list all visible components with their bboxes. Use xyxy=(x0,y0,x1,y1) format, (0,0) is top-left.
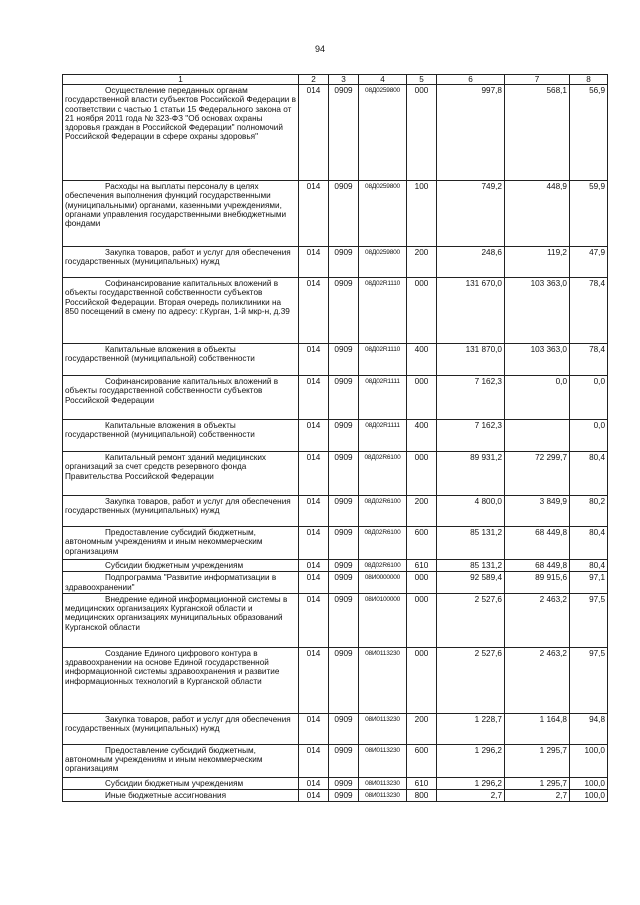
plan-amount: 997,8 xyxy=(437,85,505,181)
fact-amount: 2 463,2 xyxy=(505,593,570,647)
plan-amount: 89 931,2 xyxy=(437,452,505,496)
fact-amount: 1 295,7 xyxy=(505,777,570,789)
execution-percent: 56,9 xyxy=(570,85,608,181)
target-article-code: 08Д0259800 xyxy=(359,247,407,278)
fact-amount: 68 449,8 xyxy=(505,527,570,560)
column-header: 7 xyxy=(505,75,570,85)
fact-amount: 119,2 xyxy=(505,247,570,278)
ministry-code: 014 xyxy=(299,560,329,572)
section-code: 0909 xyxy=(329,560,359,572)
execution-percent: 0,0 xyxy=(570,376,608,420)
execution-percent: 100,0 xyxy=(570,744,608,777)
fact-amount: 2 463,2 xyxy=(505,647,570,713)
target-article-code: 08И0000000 xyxy=(359,572,407,594)
plan-amount: 2 527,6 xyxy=(437,647,505,713)
expense-type-code: 600 xyxy=(407,744,437,777)
target-article-code: 08И0113230 xyxy=(359,790,407,802)
execution-percent: 97,5 xyxy=(570,647,608,713)
column-header: 2 xyxy=(299,75,329,85)
section-code: 0909 xyxy=(329,420,359,452)
execution-percent: 100,0 xyxy=(570,790,608,802)
target-article-code: 08Д02R6100 xyxy=(359,560,407,572)
section-code: 0909 xyxy=(329,790,359,802)
table-row xyxy=(63,344,608,376)
execution-percent: 0,0 xyxy=(570,420,608,452)
table-row xyxy=(63,744,608,777)
fact-amount: 103 363,0 xyxy=(505,278,570,344)
ministry-code: 014 xyxy=(299,713,329,744)
section-code: 0909 xyxy=(329,344,359,376)
target-article-code: 08Д02R1111 xyxy=(359,376,407,420)
expense-type-code: 000 xyxy=(407,278,437,344)
execution-percent: 78,4 xyxy=(570,278,608,344)
expense-type-code: 000 xyxy=(407,452,437,496)
section-code: 0909 xyxy=(329,85,359,181)
column-header: 8 xyxy=(570,75,608,85)
execution-percent: 94,8 xyxy=(570,713,608,744)
execution-percent: 80,4 xyxy=(570,452,608,496)
fact-amount: 3 849,9 xyxy=(505,496,570,527)
section-code: 0909 xyxy=(329,496,359,527)
expense-type-code: 000 xyxy=(407,85,437,181)
ministry-code: 014 xyxy=(299,181,329,247)
ministry-code: 014 xyxy=(299,452,329,496)
plan-amount: 7 162,3 xyxy=(437,376,505,420)
ministry-code: 014 xyxy=(299,496,329,527)
expense-type-code: 200 xyxy=(407,713,437,744)
section-code: 0909 xyxy=(329,647,359,713)
table-row xyxy=(63,647,608,713)
ministry-code: 014 xyxy=(299,247,329,278)
target-article-code: 08Д02R6100 xyxy=(359,527,407,560)
ministry-code: 014 xyxy=(299,744,329,777)
column-header: 5 xyxy=(407,75,437,85)
target-article-code: 08Д02R6100 xyxy=(359,496,407,527)
table-row xyxy=(63,420,608,452)
table-row xyxy=(63,593,608,647)
target-article-code: 08Д0259800 xyxy=(359,85,407,181)
expense-type-code: 600 xyxy=(407,527,437,560)
plan-amount: 92 589,4 xyxy=(437,572,505,594)
section-code: 0909 xyxy=(329,452,359,496)
table-row xyxy=(63,527,608,560)
ministry-code: 014 xyxy=(299,420,329,452)
row-name: Субсидии бюджетным учреждениям xyxy=(63,777,299,789)
execution-percent: 78,4 xyxy=(570,344,608,376)
column-header: 1 xyxy=(63,75,299,85)
ministry-code: 014 xyxy=(299,777,329,789)
table-row xyxy=(63,496,608,527)
plan-amount: 1 296,2 xyxy=(437,744,505,777)
execution-percent: 97,1 xyxy=(570,572,608,594)
plan-amount: 85 131,2 xyxy=(437,527,505,560)
fact-amount: 72 299,7 xyxy=(505,452,570,496)
row-name: Подпрограмма "Развитие информатизации в здравоохранении" xyxy=(63,572,299,594)
fact-amount: 89 915,6 xyxy=(505,572,570,594)
ministry-code: 014 xyxy=(299,344,329,376)
target-article-code: 08И0113230 xyxy=(359,647,407,713)
plan-amount: 2,7 xyxy=(437,790,505,802)
plan-amount: 1 228,7 xyxy=(437,713,505,744)
table-row xyxy=(63,790,608,802)
ministry-code: 014 xyxy=(299,790,329,802)
section-code: 0909 xyxy=(329,744,359,777)
expense-type-code: 200 xyxy=(407,496,437,527)
plan-amount: 248,6 xyxy=(437,247,505,278)
execution-percent: 100,0 xyxy=(570,777,608,789)
table-row xyxy=(63,572,608,594)
expense-type-code: 000 xyxy=(407,572,437,594)
plan-amount: 4 800,0 xyxy=(437,496,505,527)
section-code: 0909 xyxy=(329,713,359,744)
expense-type-code: 000 xyxy=(407,593,437,647)
section-code: 0909 xyxy=(329,278,359,344)
target-article-code: 08И0113230 xyxy=(359,744,407,777)
table-row xyxy=(63,85,608,181)
table-row xyxy=(63,376,608,420)
plan-amount: 2 527,6 xyxy=(437,593,505,647)
page-number: 94 xyxy=(314,44,325,54)
row-name: Субсидии бюджетным учреждениям xyxy=(63,560,299,572)
budget-table xyxy=(62,74,608,802)
ministry-code: 014 xyxy=(299,593,329,647)
fact-amount: 1 164,8 xyxy=(505,713,570,744)
row-name: Создание Единого цифрового контура в здравоохранении на основе Единой государственной информационной системы здравоохранения и развитие информационных технологий в Курганской области xyxy=(63,647,299,713)
section-code: 0909 xyxy=(329,593,359,647)
ministry-code: 014 xyxy=(299,278,329,344)
target-article-code: 08И0113230 xyxy=(359,713,407,744)
row-name: Предоставление субсидий бюджетным, автономным учреждениям и иным некоммерческим организациям xyxy=(63,744,299,777)
ministry-code: 014 xyxy=(299,527,329,560)
plan-amount: 85 131,2 xyxy=(437,560,505,572)
target-article-code: 08Д02R6100 xyxy=(359,452,407,496)
expense-type-code: 200 xyxy=(407,247,437,278)
execution-percent: 59,9 xyxy=(570,181,608,247)
plan-amount: 7 162,3 xyxy=(437,420,505,452)
row-name: Капитальные вложения в объекты государственной (муниципальной) собственности xyxy=(63,420,299,452)
expense-type-code: 000 xyxy=(407,376,437,420)
ministry-code: 014 xyxy=(299,647,329,713)
target-article-code: 08Д02R1110 xyxy=(359,278,407,344)
fact-amount: 0,0 xyxy=(505,376,570,420)
execution-percent: 80,2 xyxy=(570,496,608,527)
fact-amount: 1 295,7 xyxy=(505,744,570,777)
execution-percent: 80,4 xyxy=(570,527,608,560)
row-name: Софинансирование капитальных вложений в объекты государственной собственности субъектов Российской Федерации xyxy=(63,376,299,420)
fact-amount xyxy=(505,420,570,452)
ministry-code: 014 xyxy=(299,572,329,594)
fact-amount: 2,7 xyxy=(505,790,570,802)
table-row xyxy=(63,452,608,496)
plan-amount: 131 670,0 xyxy=(437,278,505,344)
table-body xyxy=(63,85,608,802)
table-row xyxy=(63,713,608,744)
target-article-code: 08И0113230 xyxy=(359,777,407,789)
target-article-code: 08И0100000 xyxy=(359,593,407,647)
row-name: Предоставление субсидий бюджетным, автономным учреждениям и иным некоммерческим организациям xyxy=(63,527,299,560)
row-name: Капитальные вложения в объекты государственной (муниципальной) собственности xyxy=(63,344,299,376)
row-name: Внедрение единой информационной системы в медицинских организациях Курганской области и медицинских организациях муниципальных образований Курганской области xyxy=(63,593,299,647)
header-row xyxy=(63,75,608,85)
table-row xyxy=(63,777,608,789)
ministry-code: 014 xyxy=(299,85,329,181)
expense-type-code: 100 xyxy=(407,181,437,247)
section-code: 0909 xyxy=(329,376,359,420)
plan-amount: 1 296,2 xyxy=(437,777,505,789)
execution-percent: 47,9 xyxy=(570,247,608,278)
table-row xyxy=(63,278,608,344)
plan-amount: 749,2 xyxy=(437,181,505,247)
section-code: 0909 xyxy=(329,181,359,247)
target-article-code: 08Д0259800 xyxy=(359,181,407,247)
section-code: 0909 xyxy=(329,572,359,594)
section-code: 0909 xyxy=(329,527,359,560)
execution-percent: 97,5 xyxy=(570,593,608,647)
fact-amount: 103 363,0 xyxy=(505,344,570,376)
section-code: 0909 xyxy=(329,247,359,278)
row-name: Осуществление переданных органам государственной власти субъектов Российской Федерации в соответствии с частью 1 статьи 15 Федерального закона от 21 ноября 2011 года № 323-ФЗ "Об основах охраны здоровья граждан в Российской Федерации" полномочий Российской Федерации в сфере охраны здоровья" xyxy=(63,85,299,181)
execution-percent: 80,4 xyxy=(570,560,608,572)
expense-type-code: 800 xyxy=(407,790,437,802)
row-name: Закупка товаров, работ и услуг для обеспечения государственных (муниципальных) нужд xyxy=(63,713,299,744)
row-name: Закупка товаров, работ и услуг для обеспечения государственных (муниципальных) нужд xyxy=(63,247,299,278)
table-row xyxy=(63,181,608,247)
fact-amount: 448,9 xyxy=(505,181,570,247)
expense-type-code: 610 xyxy=(407,560,437,572)
row-name: Закупка товаров, работ и услуг для обеспечения государственных (муниципальных) нужд xyxy=(63,496,299,527)
column-header: 4 xyxy=(359,75,407,85)
table-row xyxy=(63,560,608,572)
target-article-code: 08Д02R1110 xyxy=(359,344,407,376)
row-name: Капитальный ремонт зданий медицинских организаций за счет средств резервного фонда Правительства Российской Федерации xyxy=(63,452,299,496)
expense-type-code: 000 xyxy=(407,647,437,713)
table-row xyxy=(63,247,608,278)
expense-type-code: 400 xyxy=(407,344,437,376)
target-article-code: 08Д02R1111 xyxy=(359,420,407,452)
column-header: 3 xyxy=(329,75,359,85)
expense-type-code: 610 xyxy=(407,777,437,789)
row-name: Иные бюджетные ассигнования xyxy=(63,790,299,802)
section-code: 0909 xyxy=(329,777,359,789)
ministry-code: 014 xyxy=(299,376,329,420)
row-name: Расходы на выплаты персоналу в целях обеспечения выполнения функций государственными (муниципальными) органами, казенными учреждениями, органами управления государственными внебюджетными фондами xyxy=(63,181,299,247)
expense-type-code: 400 xyxy=(407,420,437,452)
fact-amount: 68 449,8 xyxy=(505,560,570,572)
fact-amount: 568,1 xyxy=(505,85,570,181)
plan-amount: 131 870,0 xyxy=(437,344,505,376)
row-name: Софинансирование капитальных вложений в объекты государственной собственности субъектов Российской Федерации. Вторая очередь поликлиники на 850 посещений в смену по адресу: г.Курган, 1-й мкр-н, д.39 xyxy=(63,278,299,344)
column-header: 6 xyxy=(437,75,505,85)
